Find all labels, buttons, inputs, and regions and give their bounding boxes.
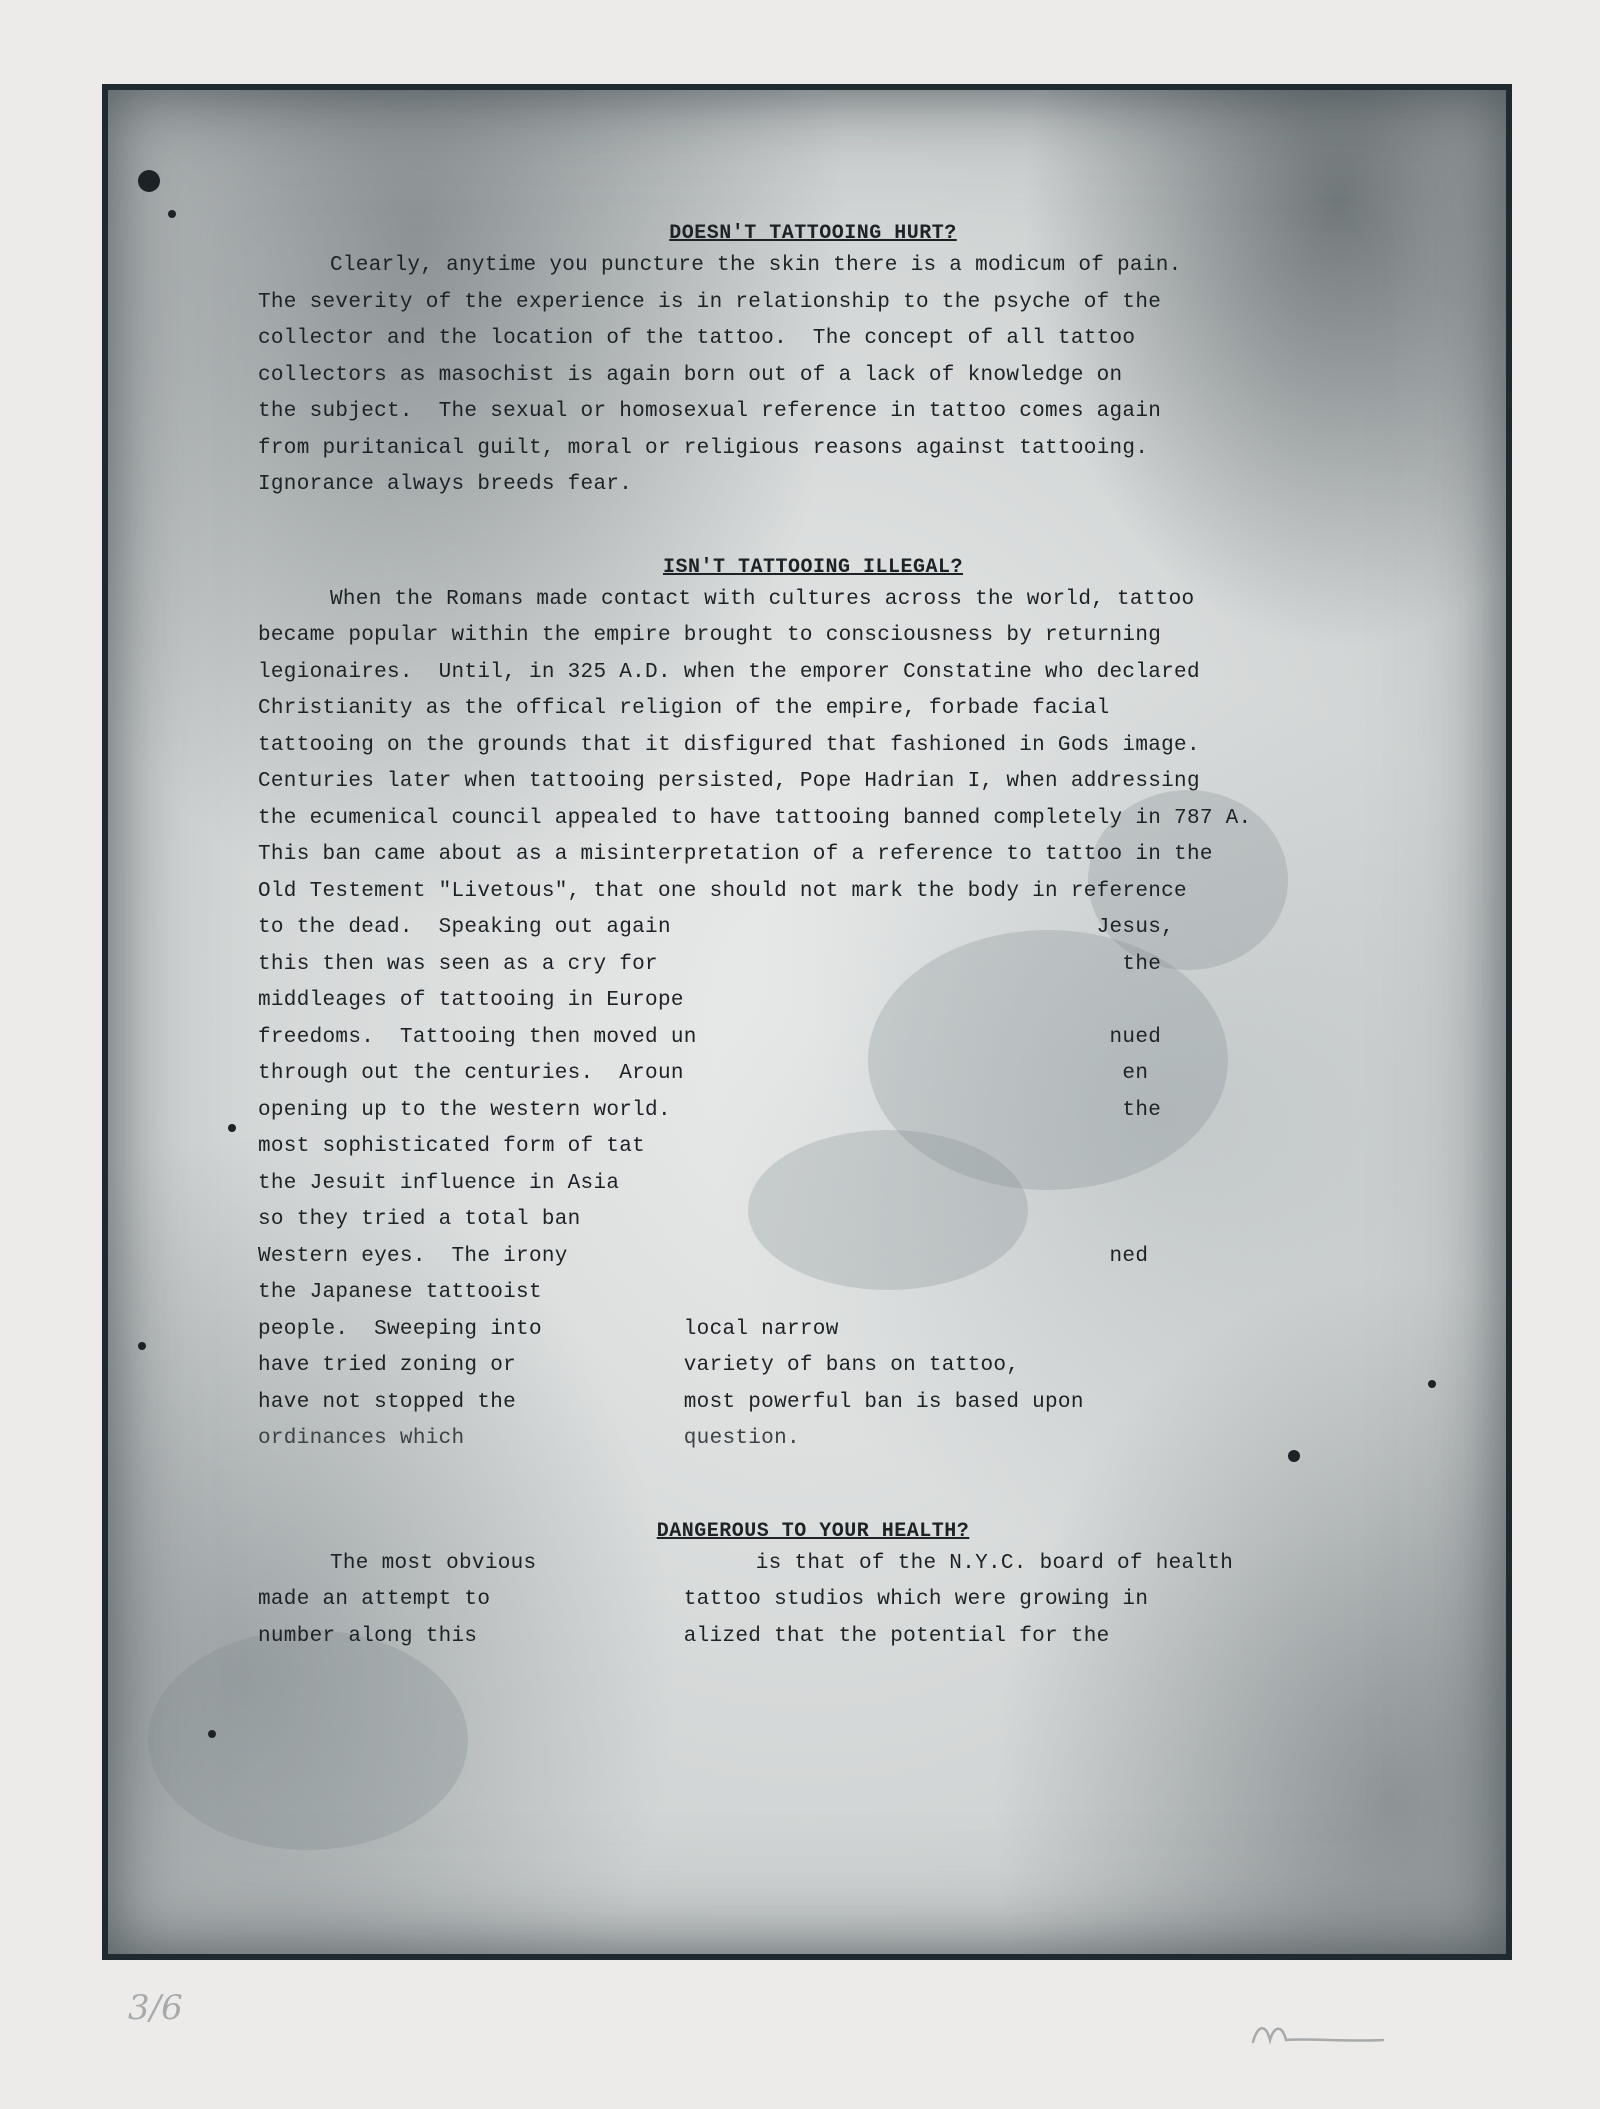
edition-number: 3/6 xyxy=(128,1988,183,2028)
text-line: became popular within the empire brought to consciousness by returning xyxy=(258,624,1162,647)
text-line: made an attempt to tattoo studios which were growing in xyxy=(258,1588,1149,1611)
text-line: the Japanese tattooist xyxy=(258,1281,542,1304)
section-health xyxy=(258,1518,1368,1656)
paragraph xyxy=(258,582,1368,1458)
text-line: The severity of the experience is in relationship to the psyche of the xyxy=(258,290,1162,314)
text-line: collector and the location of the tattoo. The concept of all tattoo xyxy=(258,327,1136,350)
text-line: When the Romans made contact with cultures across the world, tattoo xyxy=(330,587,1195,611)
text-line: Ignorance always breeds fear. xyxy=(258,473,633,496)
section-illegal xyxy=(258,554,1368,1458)
paragraph xyxy=(258,1546,1368,1656)
text-line: collectors as masochist is again born out of a lack of knowledge on xyxy=(258,363,1123,387)
text-line: opening up to the western world. the xyxy=(258,1098,1162,1122)
text-line: have tried zoning or variety of bans on tattoo, xyxy=(258,1354,1020,1377)
typewritten-page xyxy=(258,220,1368,1655)
text-line: the Jesuit influence in Asia xyxy=(258,1171,620,1195)
section-heading: DOESN'T TATTOOING HURT? xyxy=(669,222,957,245)
text-line: tattooing on the grounds that it disfigured that fashioned in Gods image. xyxy=(258,733,1200,757)
text-line: ordinances which question. xyxy=(258,1427,800,1450)
section-hurt xyxy=(258,220,1368,504)
text-line: number along this alized that the potential for the xyxy=(258,1624,1110,1648)
text-line: through out the centuries. Aroun en xyxy=(258,1062,1149,1085)
paragraph xyxy=(258,248,1368,504)
text-line: the subject. The sexual or homosexual reference in tattoo comes again xyxy=(258,400,1162,423)
section-heading: ISN'T TATTOOING ILLEGAL? xyxy=(662,555,964,579)
text-line: legionaires. Until, in 325 A.D. when the emporer Constatine who declared xyxy=(258,660,1200,684)
text-line: from puritanical guilt, moral or religious reasons against tattooing. xyxy=(258,436,1149,460)
text-line: Centuries later when tattooing persisted, Pope Hadrian I, when addressing xyxy=(258,770,1200,793)
text-line: The most obvious is that of the N.Y.C. board of health xyxy=(330,1551,1234,1575)
etching-plate xyxy=(102,84,1512,1960)
text-line: to the dead. Speaking out again Jesus, xyxy=(258,916,1175,939)
text-line: Clearly, anytime you puncture the skin there is a modicum of pain. xyxy=(330,254,1182,277)
text-line: freedoms. Tattooing then moved un nued xyxy=(258,1025,1162,1049)
text-line: Old Testement "Livetous", that one should not mark the body in reference xyxy=(258,879,1187,903)
text-line: this then was seen as a cry for the xyxy=(258,952,1162,976)
text-line: middleages of tattooing in Europe xyxy=(258,989,684,1012)
text-line: the ecumenical council appealed to have tattooing banned completely in 787 A. xyxy=(258,806,1252,830)
section-heading: DANGEROUS TO YOUR HEALTH? xyxy=(656,1519,970,1543)
text-line: most sophisticated form of tat xyxy=(258,1135,646,1158)
text-line: have not stopped the most powerful ban is based upon xyxy=(258,1390,1084,1414)
text-line: people. Sweeping into local narrow xyxy=(258,1317,839,1341)
text-line: so they tried a total ban xyxy=(258,1208,581,1231)
artist-signature-mark xyxy=(1248,2012,1388,2052)
text-line: Western eyes. The irony ned xyxy=(258,1244,1149,1268)
text-line: This ban came about as a misinterpretation of a reference to tattoo in the xyxy=(258,843,1213,866)
text-line: Christianity as the offical religion of the empire, forbade facial xyxy=(258,697,1110,720)
